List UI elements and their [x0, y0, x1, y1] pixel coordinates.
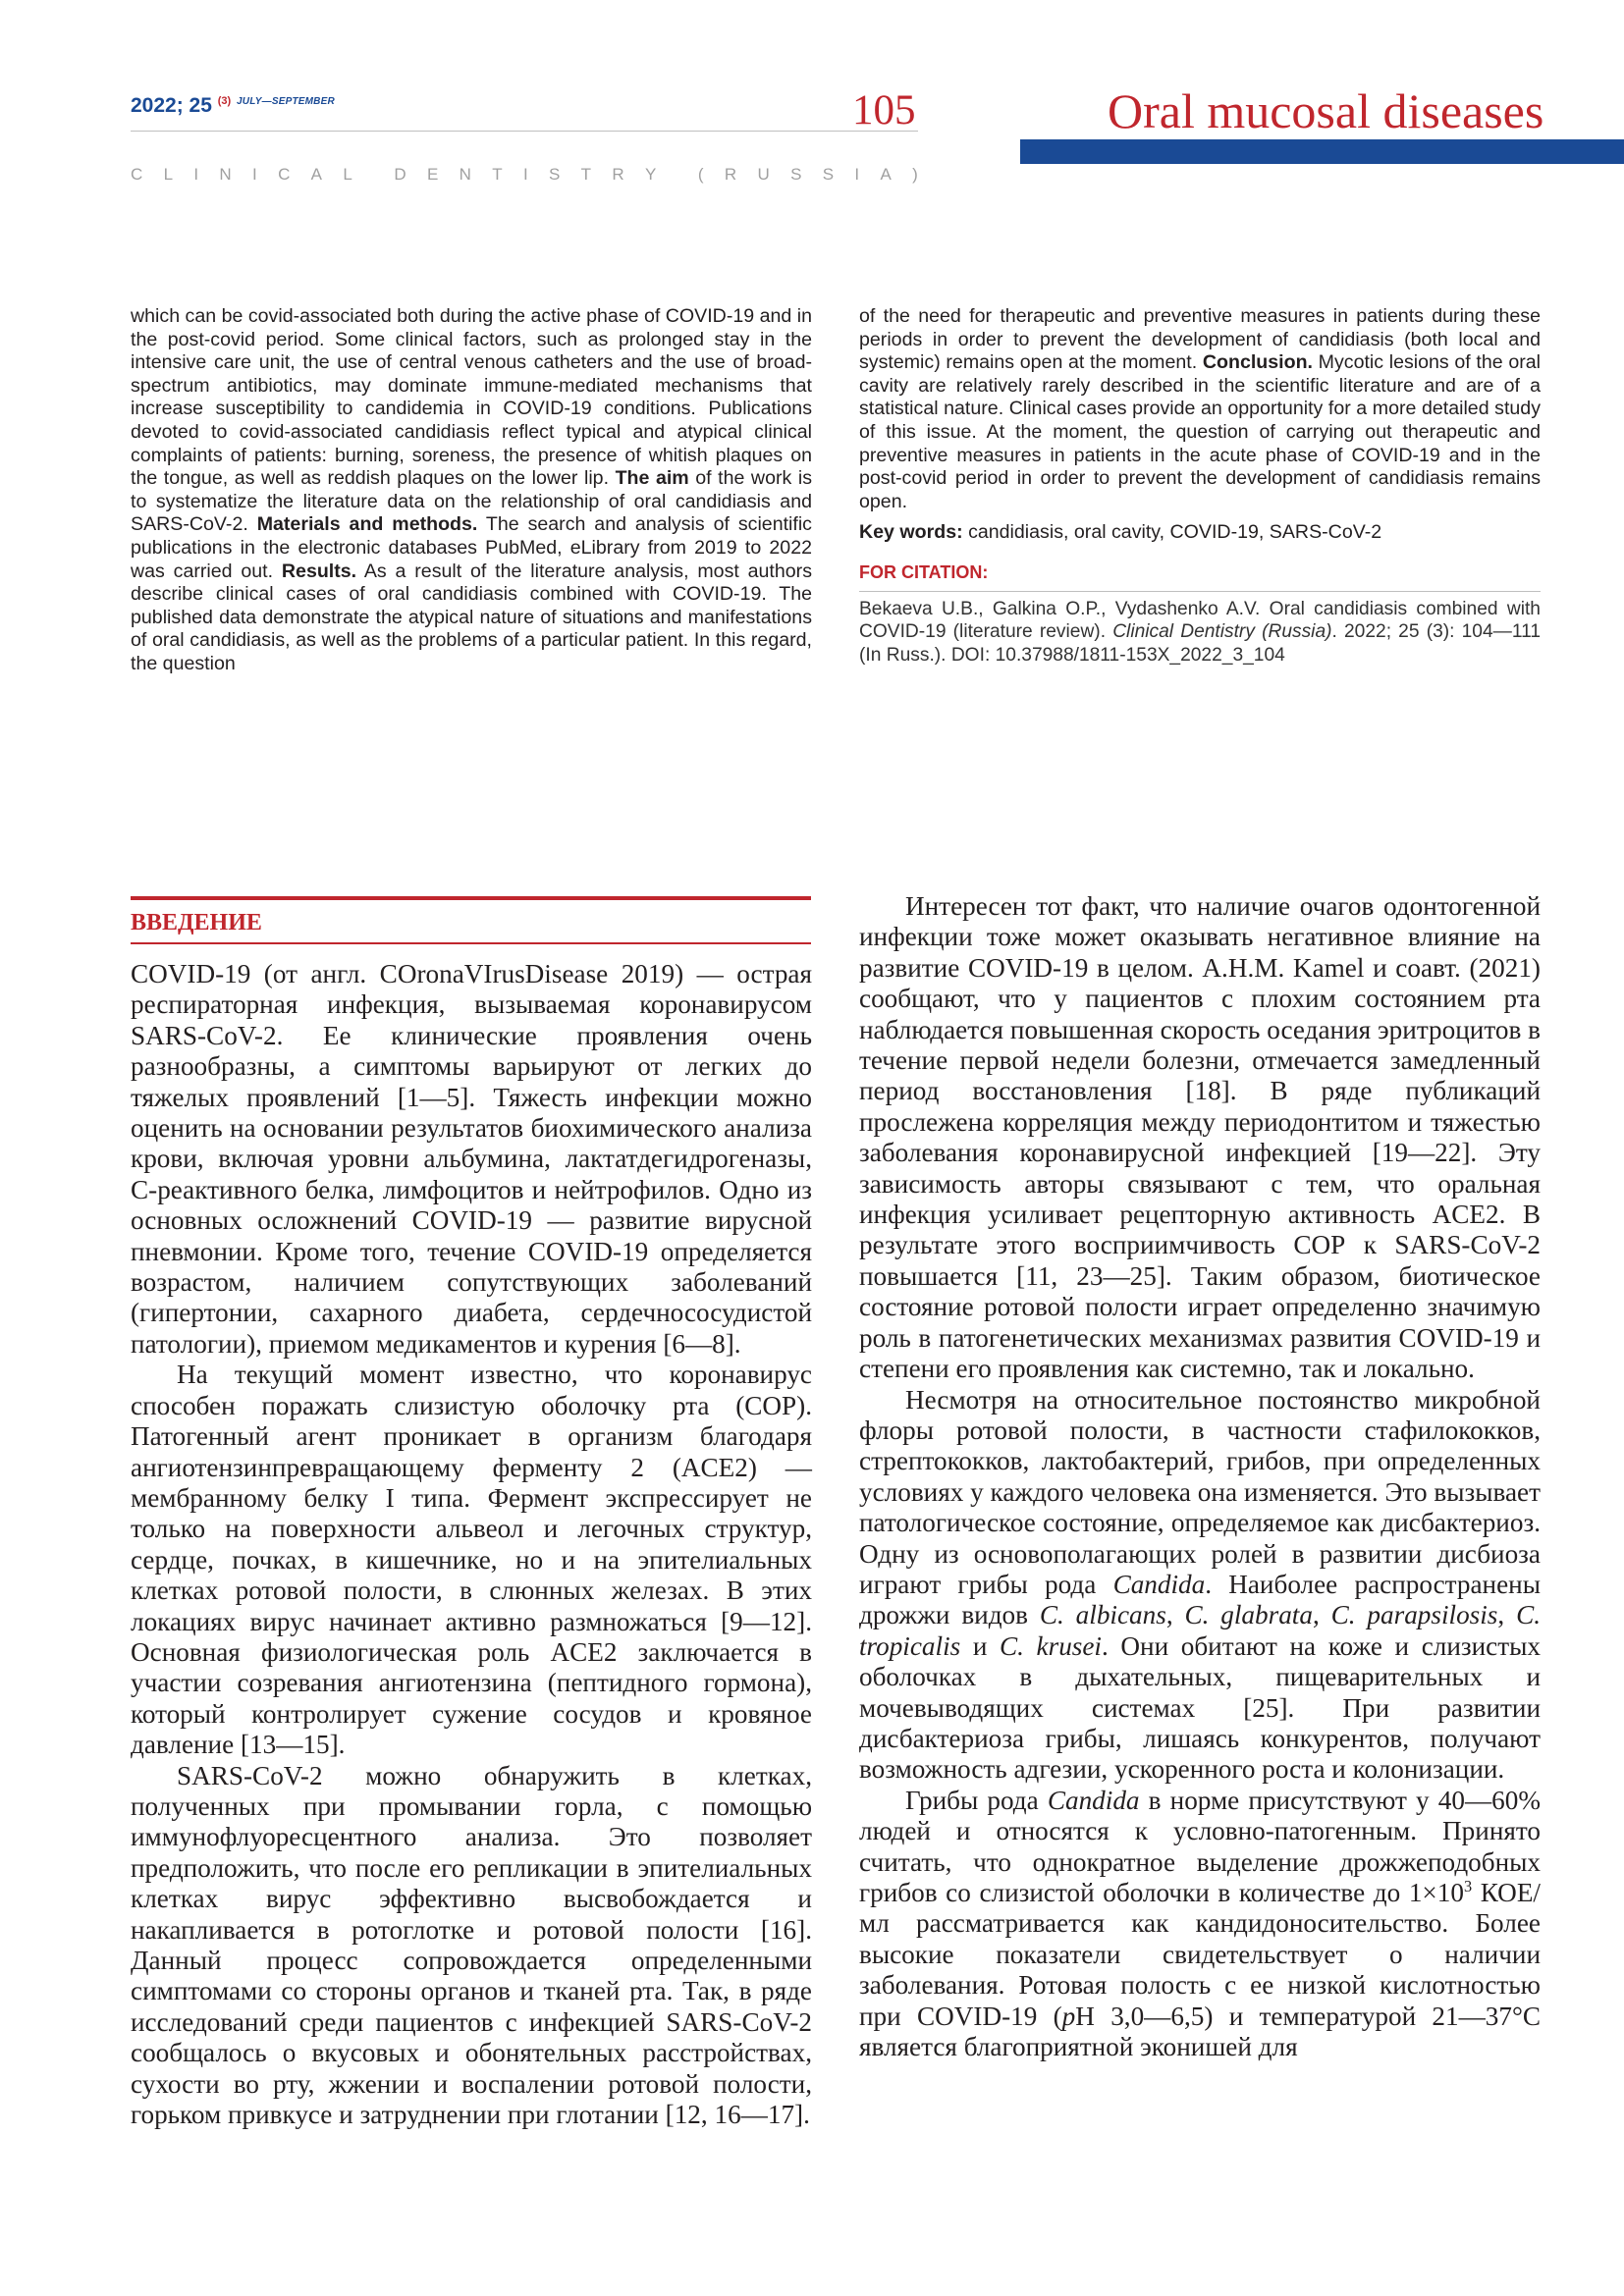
journal-letter: T: [580, 165, 592, 184]
header-rule: [131, 131, 918, 132]
text-run: КОЕ/мл рассматривается как кандидоносительство. Более высокие показатели свидетельствует о наличии заболевания. Ротовая полость с ее низкой кислотностью при COVID-19 (: [859, 1878, 1541, 2031]
intro-bottom-rule: [131, 942, 811, 944]
journal-letter: I: [854, 165, 860, 184]
journal-letter: R: [612, 165, 624, 184]
journal-letter: A: [880, 165, 892, 184]
abstract-left-column: [131, 305, 812, 676]
body-left-column: [131, 959, 812, 2130]
journal-letter: L: [163, 165, 174, 184]
section-bar: [1020, 139, 1624, 164]
body-paragraph: [859, 891, 1541, 1385]
intro-heading: ВВЕДЕНИЕ: [131, 910, 262, 935]
journal-letter: Y: [644, 165, 657, 184]
text-run: Bekaeva U.B., Galkina O.P., Vydashenko A.V.: [859, 598, 1261, 619]
citation-heading: FOR CITATION:: [859, 561, 989, 582]
text-run: which can be covid-associated both during the active phase of COVID-19 and in the post-covid period. Some clinical factors, such as prolonged stay in the intensive care unit, the use of central venous catheters and the use of broad-spectrum antibiotics, may dominate immune-mediated mechanisms that increase susceptibility to candidemia in COVID-19 conditions. Publications devoted to covid-associated candidiasis reflect typical and atypical clinical complaints of patients: burning, soreness, the presence of whitish plaques on the tongue, as well as reddish plaques on the lower lip.: [131, 305, 812, 490]
text-run: и: [960, 1630, 1000, 1661]
bold-text: Key words:: [859, 521, 963, 544]
text-run: в норме присутствуют у 40—60% людей и относятся к условно-патогенным. Принято считать, что однократное выделение дрожжеподобных грибов со слизистой оболочки в количестве до 1×10: [859, 1785, 1541, 1907]
text-run: COVID-19 (от англ. COronaVIrusDisease 2019) — острая респираторная инфекция, вызываемая коронавирусом SARS-CoV-2. Ее клинические проявления очень разнообразны, а симптомы варьируют от легких до тяжелых проявлений [1—5]. Тяжесть инфекции можно оценить на основании результатов биохимического анализа крови, включая уровни альбумина, лактатдегидрогеназы, С-реактивного белка, лимфоцитов и нейтрофилов. Одно из основных осложнений COVID-19 — развитие вирусной пневмонии. Кроме того, течение COVID-19 определяется возрастом, наличием сопутствующих заболеваний (гипертонии, сахарного диабета, сердечнососудистой патологии), приемом медикаментов и курения [6—8].: [131, 959, 812, 1359]
section-title: Oral mucosal diseases: [1108, 83, 1544, 138]
journal-letter: I: [522, 165, 528, 184]
text-run: Несмотря на относительное постоянство микробной флоры ротовой полости, в частности стафилококков, стрептококков, лактобактерий, грибов, при определенных условиях у каждого человека она изменяется. Это вызывает патологическое состояние, определяемое как дисбактериоз. Одну из основополагающих ролей в развитии дисбиоза играют грибы рода: [859, 1384, 1541, 1599]
journal-letter: R: [724, 165, 737, 184]
body-paragraph: [131, 1360, 812, 1760]
intro-top-rule: [131, 896, 811, 900]
journal-letter: N: [219, 165, 232, 184]
abstract-right-column: [859, 305, 1541, 667]
italic-text: C. albicans: [1039, 1600, 1166, 1630]
body-paragraph: [131, 959, 812, 1360]
journal-letter: N: [459, 165, 471, 184]
issue-info: [131, 94, 335, 118]
text-run: As a result of the literature analysis, most authors describe clinical cases of oral candidiasis combined with COVID-19. The published data demonstrate the atypical nature of situations and manifestations of oral candidiasis, as well as the problems of a particular patient. In this regard, the question: [131, 560, 812, 674]
journal-letter: ): [912, 165, 918, 184]
journal-letter: L: [343, 165, 352, 184]
year-volume: 2022; 25: [131, 94, 212, 117]
italic-text: C. tropicalis: [859, 1600, 1541, 1661]
bold-text: Materials and methods.: [256, 513, 478, 536]
body-right-column: [859, 891, 1541, 2062]
italic-text: p: [1061, 2001, 1076, 2031]
text-run: The search and analysis of scientific publications in the electronic databases PubMed, eLibrary from 2019 to 2022 was carried out.: [131, 513, 812, 582]
text-run: SARS-CoV-2 можно обнаружить в клетках, полученных при промывании горла, с помощью иммунофлуоресцентного анализа. Это позволяет предположить, что после его репликации в эпителиальных клетках вирус эффективно высвобождается и накапливается в ротоглотке и ротовой полости [16]. Данный процесс сопровождается определенными симптомами со стороны органов и тканей рта. Так, в ряде исследований среди пациентов с инфекцией SARS-CoV-2 сообщалось о вкусовых и обонятельных расстройствах, сухости во рту, жжении и воспалении ротовой полости, горьком привкусе и затруднении при глотании [12, 16—17].: [131, 1760, 812, 2130]
text-run: Mycotic lesions of the oral cavity are relatively rarely described in the scientific literature and are of a statistical nature. Clinical cases provide an opportunity for a more detailed study of this issue. At the moment, the question of carrying out therapeutic and preventive measures in patients in the acute phase of COVID-19 and in the post-covid period in order to prevent the development of candidiasis remains open.: [859, 351, 1542, 512]
issue-number: (3): [217, 95, 232, 107]
italic-text: C. krusei: [1000, 1630, 1102, 1661]
text-run: Oral candidiasis combined with COVID-19 (literature review).: [859, 598, 1541, 643]
journal-letter: T: [492, 165, 503, 184]
bold-text: Conclusion.: [1202, 351, 1313, 374]
journal-letter: S: [549, 165, 561, 184]
text-run: ,: [1497, 1600, 1517, 1630]
text-run: . Наиболее распространены дрожжи видов: [859, 1569, 1541, 1630]
text-run: candidiasis, oral cavity, COVID-19, SARS-CoV-2: [962, 521, 1382, 544]
journal-letter: C: [131, 165, 143, 184]
italic-text: C. parapsilosis: [1330, 1600, 1498, 1630]
body-paragraph: [859, 1385, 1541, 1786]
text-run: DOI: 10.37988/1811-153X_2022_3_104: [950, 644, 1285, 666]
italic-text: Clinical Dentistry (Russia): [1112, 621, 1332, 643]
body-paragraph: [859, 1786, 1541, 2063]
text-run: of the need for therapeutic and preventive measures in patients during these periods in order to prevent the development of candidiasis (both local and systemic) remains open at the moment.: [859, 305, 1541, 374]
text-run: На текущий момент известно, что коронавирус способен поражать слизистую оболочку рта (СОР). Патогенный агент проникает в организм благодаря ангиотензинпревращающему ферменту 2 (ACE2) — мембранному белку I типа. Фермент экспрессирует не только на поверхности альвеол и легочных структур, сердце, почках, в кишечнике, но и на эпителиальных клетках ротовой полости, в слюнных железах. В этих локациях вирус начинает активно размножаться [9—12]. Основная физиологическая роль ACE2 заключается в участии созревания ангиотензина (пептидного гормона), который контролирует сужение сосудов и кровяное давление [13—15].: [131, 1360, 812, 1760]
journal-letter: I: [193, 165, 199, 184]
abstract-paragraph: [131, 305, 812, 676]
journal-letter: S: [790, 165, 802, 184]
journal-letter: A: [310, 165, 322, 184]
citation: [859, 598, 1541, 667]
superscript: 3: [1463, 1876, 1473, 1896]
italic-text: C. glabrata: [1184, 1600, 1313, 1630]
journal-letter: C: [278, 165, 291, 184]
text-run: ,: [1165, 1600, 1185, 1630]
bold-text: The aim: [615, 467, 689, 490]
citation-rule: [859, 591, 1541, 592]
journal-letter: S: [822, 165, 835, 184]
journal-letter: U: [757, 165, 770, 184]
journal-letter: E: [427, 165, 439, 184]
italic-text: Candida: [1047, 1785, 1140, 1815]
italic-text: Candida: [1112, 1569, 1206, 1599]
journal-letter: (: [697, 165, 704, 184]
journal-name: [131, 165, 918, 185]
issue-quarter: JULY—SEPTEMBER: [237, 96, 335, 107]
abstract-paragraph: [859, 305, 1541, 513]
text-run: of the work is to systematize the literature data on the relationship of oral candidiasis and SARS-CoV-2.: [131, 467, 813, 536]
page-number: 105: [852, 87, 916, 133]
keywords: [859, 521, 1541, 545]
text-run: ,: [1312, 1600, 1331, 1630]
text-run: H 3,0—6,5) и температурой 21—37°С является благоприятной эконишей для: [859, 2001, 1541, 2062]
body-paragraph: [131, 1761, 812, 2131]
journal-letter: D: [394, 165, 406, 184]
text-run: Грибы рода: [905, 1785, 1048, 1815]
bold-text: Results.: [281, 560, 357, 582]
journal-letter: I: [252, 165, 257, 184]
text-run: . Они обитают на коже и слизистых оболочках в дыхательных, пищеварительных и мочевыводящих системах [25]. При развитии дисбактериоза грибы, лишаясь конкурентов, получают возможность адгезии, ускоренного роста и колонизации.: [859, 1630, 1541, 1785]
text-run: . 2022; 25 (3): 104—111 (In Russ.).: [859, 621, 1542, 666]
text-run: Интересен тот факт, что наличие очагов одонтогенной инфекции тоже может оказывать негативное влияние на развитие COVID-19 в целом. A.H.M. Kamel и соавт. (2021) сообщают, что у пациентов с плохим состоянием рта наблюдается повышенная скорость оседания эритроцитов в течение первой недели болезни, отмечается замедленный период восстановления [18]. В ряде публикаций прослежена корреляция между периодонтитом и тяжестью заболевания коронавирусной инфекцией [19—22]. Эту зависимость авторы связывают с тем, что оральная инфекция усиливает рецепторную активность ACE2. В результате этого восприимчивость СОР к SARS-CoV-2 повышается [11, 23—25]. Таким образом, биотическое состояние ротовой полости играет определенно значимую роль в патогенетических механизмах развития COVID-19 и степени его проявления как системно, так и локально.: [859, 891, 1541, 1384]
